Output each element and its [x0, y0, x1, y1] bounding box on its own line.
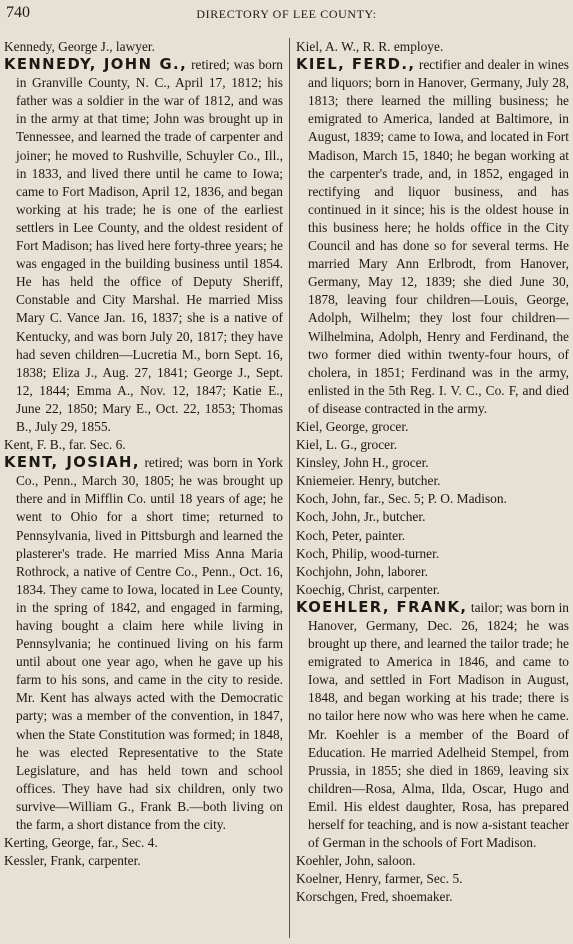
directory-entry: Kerting, George, far., Sec. 4.	[4, 835, 158, 851]
directory-entry: Koehler, John, saloon.	[296, 853, 416, 869]
directory-entry: Kiel, L. G., grocer.	[296, 437, 398, 453]
biography-entry	[296, 599, 569, 852]
directory-entry: Korschgen, Fred, shoemaker.	[296, 889, 453, 905]
biography-entry	[4, 454, 283, 834]
directory-entry: Koelner, Henry, farmer, Sec. 5.	[296, 871, 463, 887]
biography-entry	[4, 56, 283, 436]
column-divider	[289, 38, 290, 938]
page-header	[4, 4, 569, 24]
directory-entry: Kiel, George, grocer.	[296, 418, 409, 434]
biography-name: KENT, JOSIAH,	[4, 454, 140, 472]
biography-name: KOEHLER, FRANK,	[296, 598, 468, 616]
directory-entry: Koechig, Christ, carpenter.	[296, 581, 440, 597]
directory-entry: Kniemeier. Henry, butcher.	[296, 473, 441, 489]
biography-name: KIEL, FERD.,	[296, 56, 416, 74]
directory-entry: Kent, F. B., far. Sec. 6.	[4, 437, 126, 453]
biography-text: retired; was born in York Co., Penn., March 30, 1805; he was brought up there and in Mifflin Co. until 18 years of age; he went to Ohio for a short time; returned to Pennsylvania, lived in Pittsburgh and learned the plasterer's trade. He married Miss Anna Maria Rothrock, a native of Centre Co., Penn., Oct. 16, 1834. They came to Iowa, located in Lee County, in the spring of 1842, and engaged in farming, having bought a claim here while living in Pennsylvania; he continued living on his farm until about one year ago, when he gave up his farm to his sons, and came in the city to reside. Mr. Kent has always acted with the Democratic party; was a member of the convention, in 1847, when the State Constitution was formed; in 1848, he was elected Representative to the State Legislature, and has held town and school offices. They have had six children, only two survive—William G., Frank B.—both living on the farm, a short distance from the city.	[16, 455, 283, 833]
directory-entry: Kennedy, George J., lawyer.	[4, 39, 155, 54]
biography-text: retired; was born in Granville County, N. C., April 17, 1812; his father was a soldier in the war of 1812, and was in the army at that time; John was brought up in Tennessee, and learned the trade of carpenter and joiner; he moved to Rushville, Schuyler Co., Ill., in 1833, and lived there until he came to Iowa; came to Fort Madison, April 12, 1836, and began working at his trade; he is one of the earliest settlers in Lee County, and the oldest resident of Fort Madison; has lived here forty-three years; he was engaged in the building business until 1854. He has held the office of Deputy Sheriff, Constable and City Marshal. He married Miss Mary C. Vance Jan. 16, 1837; she is a native of Kentucky, and was born July 20, 1817; they have had seven children—Lucretia M., born Sept. 16, 1838; Eliza J., Aug. 27, 1841; George J., Sept. 12, 1844; Emma A., Nov. 12, 1847; Katie E., June 22, 1850; Mary E., Oct. 22, 1853; Thomas B., July 29, 1855.	[16, 57, 284, 434]
page-number: 740	[6, 4, 30, 21]
biography-name: KENNEDY, JOHN G.,	[4, 56, 188, 74]
directory-entry: Kessler, Frank, carpenter.	[4, 853, 141, 869]
directory-entry: Koch, Peter, painter.	[296, 527, 406, 543]
biography-entry	[296, 56, 569, 418]
directory-entry: Koch, John, Jr., butcher.	[296, 509, 426, 525]
biography-text: rectifier and dealer in wines and liquors; born in Hanover, Germany, July 28, 1813; there learned the milling business; he emigrated to America, landed at Baltimore, in August, 1839; came to Iowa, and located in Fort Madison, March 15, 1840; he began working at the carpenter's trade, and, in 1852, engaged in rectifying and liquor business, and has continued in it since; his is the oldest house in this business here; he holds office in the City Council and has done so for several terms. He married Mary Ann Erlbrodt, from Hanover, Germany, May 12, 1839; she died June 30, 1878, leaving four children—Louis, George, Adolph, Wilhelm; they lost four children—Wilhelmina, Adolph, Henry and Ferdinand, the two former died within twenty-four hours, of cholera, in 1851; Ferdinand was in the army, enlisted in the 5th Reg. I. V. C., Co. F, and died of disease contracted in the army.	[308, 57, 570, 416]
biography-text: tailor; was born in Hanover, Germany, Dec. 26, 1824; he was brought up there, and learned the tailor trade; he emigrated to America in 1846, and came to Iowa, and settled in Fort Madison in August, 1848, and began working at his trade; there is no tailor here now who was here when he came. Mr. Koehler is a member of the Board of Education. He married Adelheid Stempel, from Prussia, in 1855; she died in 1869, leaving six children—Rosa, Alma, Ilda, Oscar, Hugo and Emil. His eldest daughter, Rosa, has prepared herself for teaching, and is now a-sistant teacher of German in the schools of Fort Madison.	[308, 599, 569, 851]
directory-entry: Kiel, A. W., R. R. employe.	[296, 39, 444, 54]
running-head: DIRECTORY OF LEE COUNTY:	[196, 7, 377, 21]
directory-entry: Koch, John, far., Sec. 5; P. O. Madison.	[296, 491, 507, 507]
right-column	[296, 38, 569, 907]
directory-entry: Kochjohn, John, laborer.	[296, 563, 429, 579]
directory-entry: Kinsley, John H., grocer.	[296, 455, 429, 471]
directory-entry: Koch, Philip, wood-turner.	[296, 545, 440, 561]
left-column	[4, 38, 283, 870]
